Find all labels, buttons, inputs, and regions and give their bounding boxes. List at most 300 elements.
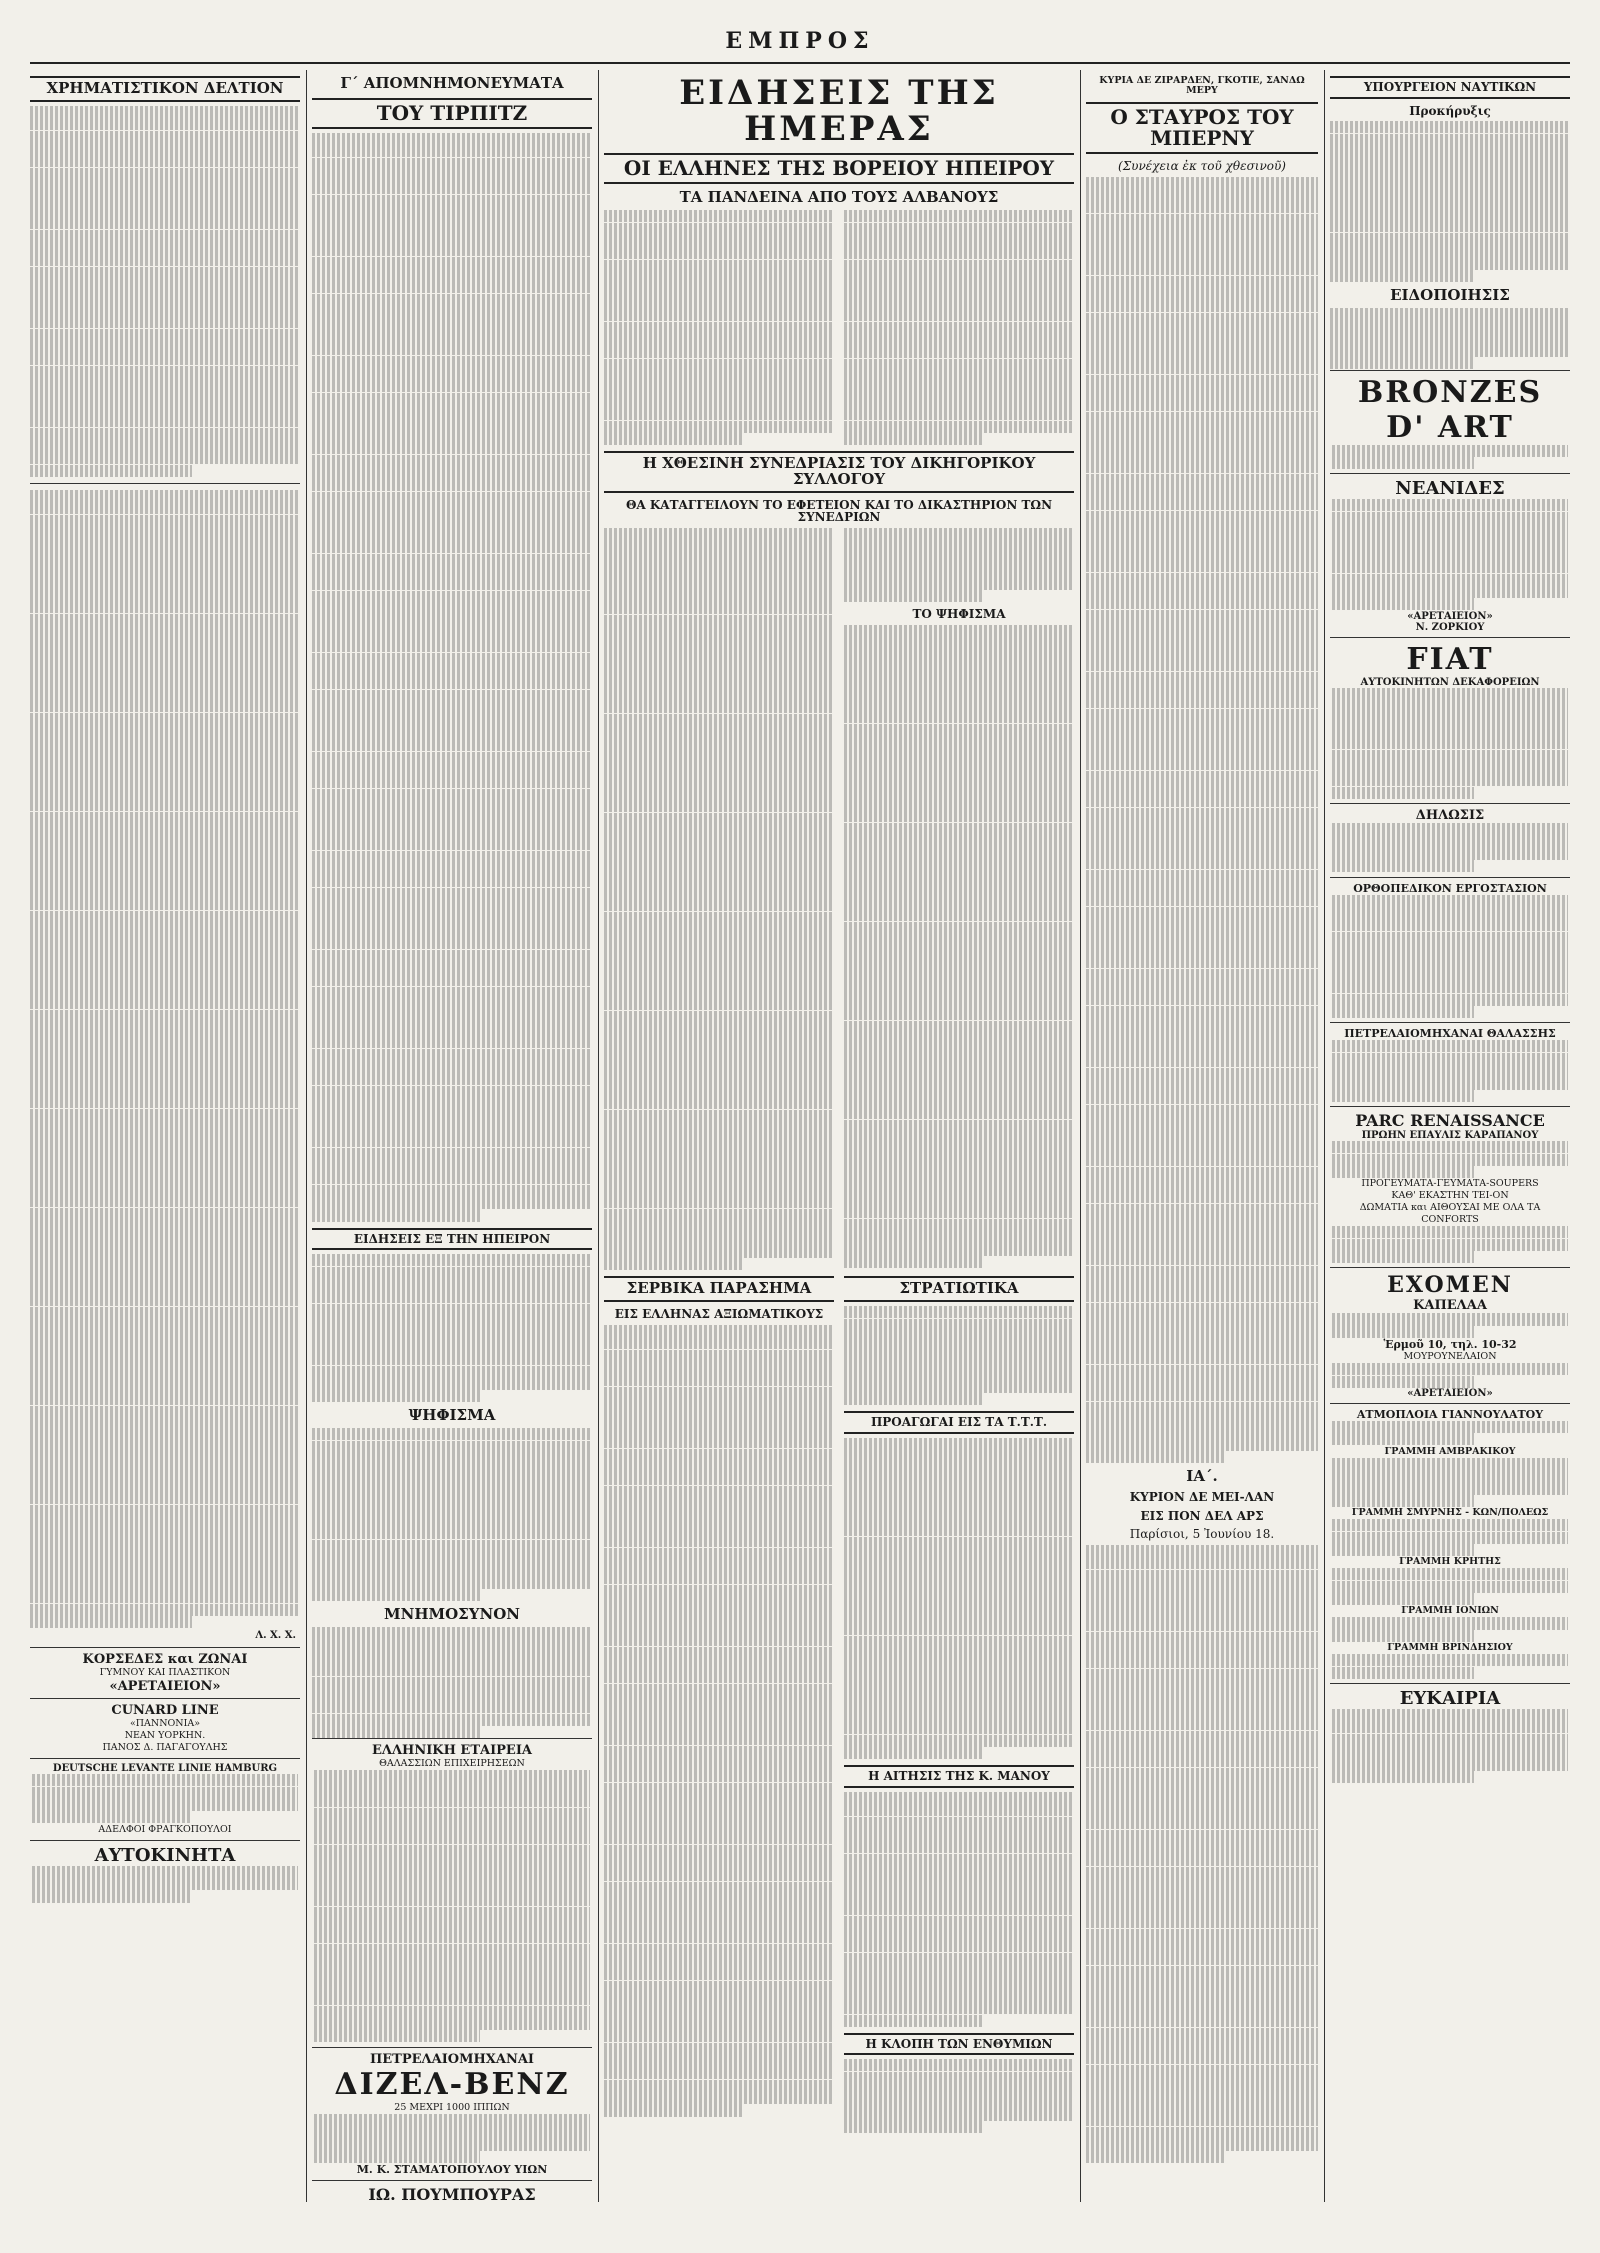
text-line: [1332, 1141, 1568, 1153]
text-line: [1086, 746, 1318, 758]
text-line: [604, 775, 834, 787]
text-line: [312, 1328, 592, 1340]
text-line: [1086, 412, 1318, 424]
text-line: [1086, 783, 1318, 795]
text-line: [844, 637, 1074, 649]
manou-petition-heading: Η ΑΙΤΗΣΙΣ ΤΗΣ Κ. ΜΑΝΟΥ: [844, 1765, 1074, 1788]
text-line: [604, 322, 834, 334]
text-line: [844, 1561, 1074, 1573]
text-line: [844, 322, 1074, 334]
text-line: [1086, 1706, 1318, 1718]
text-line: [1332, 750, 1568, 762]
text-line: [1086, 1266, 1318, 1278]
ad-corsets: ΚΟΡΣΕΔΕΣ και ΖΩΝΑΙ ΓΥΜΝΟΥ ΚΑΙ ΠΛΑΣΤΙΚΟΝ «ΑΡΕΤΑΙΕΙΟΝ»: [30, 1647, 300, 1698]
text-line: [604, 961, 834, 973]
text-line: [312, 888, 592, 900]
text-line: [30, 1245, 300, 1257]
text-line: [30, 1183, 300, 1195]
text-line: [30, 948, 300, 960]
text-line: [312, 1172, 592, 1184]
text-line: [312, 318, 592, 330]
text-line: [30, 972, 300, 984]
text-line: [30, 1133, 300, 1145]
text-line: [1332, 712, 1568, 724]
text-line: [1086, 523, 1318, 535]
text-line: [1086, 1743, 1318, 1755]
text-line: [604, 1832, 834, 1844]
text-line: [1086, 2040, 1318, 2052]
text-line: [312, 1086, 592, 1098]
text-line: [30, 626, 300, 638]
text-line: [844, 260, 1074, 272]
text-line: [312, 145, 592, 157]
text-line: [30, 1257, 300, 1269]
text-line: [30, 1529, 300, 1541]
text-line: [604, 359, 834, 371]
text-line: [32, 1774, 298, 1786]
text-line: [604, 1882, 834, 1894]
text-line: [844, 1450, 1074, 1462]
text-line: [312, 1366, 592, 1378]
text-line: [844, 1082, 1074, 1094]
text-line: [1086, 1731, 1318, 1743]
text-line: [604, 825, 834, 837]
text-line: [844, 1611, 1074, 1623]
text-line: [312, 813, 592, 825]
text-line: [1332, 860, 1474, 872]
text-line: [844, 1747, 982, 1759]
text-line: [1332, 512, 1568, 524]
text-line: [1332, 1532, 1568, 1544]
text-line: [1086, 1241, 1318, 1253]
text-line: [312, 1011, 592, 1023]
text-line: [1086, 1290, 1318, 1302]
text-line: [844, 2096, 1074, 2108]
text-line: [844, 297, 1074, 309]
text-line: [312, 875, 592, 887]
ad-fiat: FIAT ΑΥΤΟΚΙΝΗΤΩΝ ΔΕΚΑΦΟΡΕΙΩΝ: [1330, 637, 1570, 803]
text-line: [1086, 1451, 1225, 1463]
text-line: [1332, 688, 1568, 700]
text-line: [30, 700, 300, 712]
tirpitz-heading: ΤΟΥ ΤΙΡΠΙΤΖ: [312, 98, 592, 129]
text-line: [1330, 220, 1570, 232]
text-line: [312, 739, 592, 751]
text-line: [1086, 387, 1318, 399]
text-line: [604, 1993, 834, 2005]
text-line: [844, 1697, 1074, 1709]
column-3: [604, 70, 1074, 2202]
text-line: [604, 396, 834, 408]
text-line: [1086, 2028, 1318, 2040]
text-line: [312, 1540, 592, 1552]
text-line: [844, 1033, 1074, 1045]
military-text: [844, 1306, 1074, 1405]
text-line: [844, 1710, 1074, 1722]
text-line: [30, 1492, 300, 1504]
text-line: [1086, 1570, 1318, 1582]
text-line: [604, 1869, 834, 1881]
text-line: [30, 1084, 300, 1096]
text-line: [30, 1579, 300, 1591]
text-line: [1086, 1817, 1318, 1829]
text-line: [844, 421, 1074, 433]
text-line: [312, 1478, 592, 1490]
text-line: [312, 554, 592, 566]
text-line: [1086, 288, 1318, 300]
text-line: [604, 813, 834, 825]
text-line: [312, 343, 592, 355]
text-line: [30, 1430, 300, 1442]
text-line: [604, 1807, 834, 1819]
text-line: [1086, 1693, 1318, 1705]
text-line: [30, 737, 300, 749]
text-line: [604, 1325, 834, 1337]
text-line: [1086, 1105, 1318, 1117]
text-line: [30, 490, 300, 502]
text-line: [1330, 195, 1570, 207]
text-line: [30, 341, 300, 353]
text-line: [1086, 820, 1318, 832]
text-line: [312, 1160, 592, 1172]
text-line: [312, 1564, 592, 1576]
bar-association-text: [844, 528, 1074, 602]
text-line: [30, 1170, 300, 1182]
text-line: [1086, 1327, 1318, 1339]
text-line: [604, 1684, 834, 1696]
text-line: [1086, 993, 1318, 1005]
text-line: [30, 329, 300, 341]
bar-association-heading: Η ΧΘΕΣΙΝΗ ΣΥΝΕΔΡΙΑΣΙΣ ΤΟΥ ΔΙΚΗΓΟΡΙΚΟΥ ΣΥΛΛΟΓΟΥ: [604, 451, 1074, 493]
text-line: [30, 935, 300, 947]
text-line: [30, 1591, 300, 1603]
text-line: [844, 1636, 1074, 1648]
text-line: [604, 1171, 834, 1183]
text-line: [1086, 1365, 1318, 1377]
text-line: [604, 1696, 834, 1708]
text-line: [312, 182, 592, 194]
text-line: [844, 1256, 982, 1268]
text-line: [312, 912, 592, 924]
text-line: [1086, 845, 1318, 857]
text-line: [1332, 932, 1568, 944]
text-line: [1086, 350, 1318, 362]
text-line: [604, 936, 834, 948]
text-line: [314, 1808, 590, 1820]
text-line: [312, 937, 592, 949]
text-line: [1086, 1594, 1318, 1606]
text-line: [1086, 375, 1318, 387]
text-line: [844, 724, 1074, 736]
text-line: [1330, 208, 1570, 220]
serial-authors: ΚΥΡΙΑ ΔΕ ΖΙΡΑΡΔΕΝ, ΓΚΟΤΙΕ, ΣΑΝΔΩ ΜΕΡΥ: [1099, 75, 1305, 96]
text-line: [604, 334, 834, 346]
text-line: [1086, 449, 1318, 461]
text-line: [844, 1586, 1074, 1598]
text-line: [844, 1685, 1074, 1697]
text-line: [1086, 2077, 1318, 2089]
text-line: [1086, 956, 1318, 968]
text-line: [844, 210, 1074, 222]
text-line: [604, 297, 834, 309]
text-line: [1086, 634, 1318, 646]
resolution-heading: ΤΟ ΨΗΦΙΣΜΑ: [912, 607, 1006, 621]
text-line: [314, 2114, 590, 2126]
text-line: [1332, 445, 1568, 457]
text-line: [312, 640, 592, 652]
text-line: [1332, 1544, 1474, 1556]
text-line: [1086, 944, 1318, 956]
ad-orthopedic: ΟΡΘΟΠΕΔΙΚΟΝ ΕΡΓΟΣΤΑΣΙΟΝ: [1330, 877, 1570, 1023]
text-line: [1086, 2015, 1318, 2027]
text-line: [30, 539, 300, 551]
text-line: [604, 2018, 834, 2030]
text-line: [604, 1548, 834, 1560]
text-line: [604, 1572, 834, 1584]
text-line: [32, 1878, 298, 1890]
text-line: [1086, 696, 1318, 708]
text-line: [312, 1036, 592, 1048]
text-line: [1332, 981, 1568, 993]
text-line: [30, 1195, 300, 1207]
serbian-decorations-subheading: ΕΙΣ ΕΛΛΗΝΑΣ ΑΞΙΩΜΑΤΙΚΟΥΣ: [614, 1307, 824, 1322]
text-line: [604, 565, 834, 577]
text-line: [312, 1465, 592, 1477]
text-line: [312, 591, 592, 603]
text-line: [844, 1356, 1074, 1368]
text-line: [30, 552, 300, 564]
text-line: [604, 652, 834, 664]
text-line: [604, 383, 834, 395]
text-line: [312, 1024, 592, 1036]
text-line: [30, 787, 300, 799]
text-line: [844, 1393, 982, 1405]
text-line: [844, 971, 1074, 983]
text-line: [844, 577, 1074, 589]
text-line: [604, 1783, 834, 1795]
article-signature: Λ. Χ. Χ.: [255, 1630, 296, 1642]
text-line: [312, 232, 592, 244]
text-line: [1330, 357, 1474, 369]
text-line: [844, 540, 1074, 552]
text-line: [30, 1109, 300, 1121]
text-line: [604, 837, 834, 849]
text-line: [30, 923, 300, 935]
text-line: [30, 118, 300, 130]
text-line: [1086, 177, 1318, 189]
text-line: [604, 1350, 834, 1362]
text-line: [312, 653, 592, 665]
text-line: [604, 973, 834, 985]
ad-deutsche-levante: DEUTSCHE LEVANTE LINIE HAMBURG ΑΔΕΛΦΟΙ ΦΡΑΓΚΟΠΟΥΛΟΙ: [30, 1758, 300, 1840]
text-line: [30, 1071, 300, 1083]
text-line: [604, 408, 834, 420]
text-line: [1086, 214, 1318, 226]
text-line: [312, 430, 592, 442]
notice-text: [1330, 308, 1570, 370]
text-line: [32, 1866, 298, 1878]
text-line: [312, 1652, 592, 1664]
text-line: [844, 528, 1074, 540]
text-line: [1332, 1363, 1568, 1375]
text-line: [604, 1634, 834, 1646]
text-line: [30, 1010, 300, 1022]
text-line: [1086, 1545, 1318, 1557]
text-line: [844, 408, 1074, 420]
text-line: [30, 1554, 300, 1566]
text-line: [844, 1829, 1074, 1841]
text-line: [32, 1799, 298, 1811]
text-line: [604, 433, 742, 445]
text-line: [604, 1035, 834, 1047]
text-line: [312, 1110, 592, 1122]
text-line: [604, 639, 834, 651]
text-line: [312, 467, 592, 479]
text-line: [1332, 1482, 1568, 1494]
text-line: [844, 773, 1074, 785]
text-line: [1086, 1830, 1318, 1842]
text-line: [844, 1953, 1074, 1965]
text-line: [30, 1393, 300, 1405]
text-line: [844, 1817, 1074, 1829]
text-line: [1086, 684, 1318, 696]
text-line: [1330, 345, 1570, 357]
text-line: [30, 440, 300, 452]
text-line: [844, 872, 1074, 884]
text-line: [844, 2084, 1074, 2096]
text-line: [604, 371, 834, 383]
text-line: [312, 1291, 592, 1303]
text-line: [844, 590, 982, 602]
text-line: [1086, 560, 1318, 572]
text-line: [312, 1639, 592, 1651]
text-line: [844, 1574, 1074, 1586]
text-line: [604, 2067, 834, 2079]
text-line: [844, 334, 1074, 346]
text-line: [604, 1011, 834, 1023]
text-line: [1332, 1654, 1568, 1666]
text-line: [312, 764, 592, 776]
text-line: [1086, 771, 1318, 783]
text-line: [844, 625, 1074, 637]
text-line: [1086, 511, 1318, 523]
text-line: [1332, 1040, 1568, 1052]
text-line: [1086, 1340, 1318, 1352]
text-line: [1330, 171, 1570, 183]
text-line: [1086, 882, 1318, 894]
text-line: [604, 714, 834, 726]
text-line: [1086, 1030, 1318, 1042]
text-line: [30, 1616, 192, 1628]
text-line: [314, 1968, 590, 1980]
text-line: [604, 346, 834, 358]
text-line: [30, 230, 300, 242]
text-line: [1086, 733, 1318, 745]
text-line: [604, 1449, 834, 1461]
text-line: [1332, 1470, 1568, 1482]
text-line: [1086, 1179, 1318, 1191]
text-line: [312, 1049, 592, 1061]
text-line: [604, 1944, 834, 1956]
text-line: [312, 950, 592, 962]
text-line: [604, 223, 834, 235]
column-rule: [306, 70, 307, 2202]
text-line: [844, 223, 1074, 235]
ad-opportunity: ΕΥΚΑΙΡΙΑ: [1330, 1683, 1570, 1787]
text-line: [1086, 659, 1318, 671]
text-line: [30, 873, 300, 885]
text-line: [1330, 245, 1570, 257]
memorial-text: [312, 1627, 592, 1738]
text-line: [604, 912, 834, 924]
text-line: [1332, 1581, 1568, 1593]
text-line: [1086, 1656, 1318, 1668]
text-line: [30, 849, 300, 861]
serbian-decorations-text: [604, 1325, 834, 2117]
text-line: [1330, 308, 1570, 320]
text-line: [312, 962, 592, 974]
text-line: [1332, 1458, 1568, 1470]
text-line: [30, 155, 300, 167]
text-line: [604, 664, 834, 676]
text-line: [30, 1096, 300, 1108]
text-line: [1332, 944, 1568, 956]
text-line: [1086, 1303, 1318, 1315]
text-line: [604, 1147, 834, 1159]
text-line: [30, 799, 300, 811]
text-line: [604, 1196, 834, 1208]
text-line: [1086, 1867, 1318, 1879]
ad-parc-renaissance: PARC RENAISSANCE ΠΡΩΗΝ ΕΠΑΥΛΙΣ ΚΑΡΑΠΑΝΟΥ ΠΡΟΓΕΥΜΑΤΑ-ΓΕΥΜΑΤΑ-SOUPERS ΚΑΘ' ΕΚΑΣΤΗΝ ΤΕΙ-ΟΝ ΔΩΜΑΤΙΑ και ΑΙΘΟΥΣΑΙ ΜΕ ΟΛΑ ΤΑ CONFORTS: [1330, 1106, 1570, 1267]
text-line: [1086, 1080, 1318, 1092]
chapter-subheading: ΚΥΡΙΟΝ ΔΕ ΜΕΙ-ΛΑΝ: [1129, 1490, 1275, 1505]
text-line: [1086, 1092, 1318, 1104]
text-line: [314, 2030, 480, 2042]
ad-giannoulatos-steamships: ΑΤΜΟΠΛΟΙΑ ΓΙΑΝΝΟΥΛΑΤΟΥ ΓΡΑΜΜΗ ΑΜΒΡΑΚΙΚΟΥ ΓΡΑΜΜΗ ΣΜΥΡΝΗΣ - ΚΩΝ/ΠΟΛΕΩΣ ΓΡΑΜΜΗ ΚΡΗΤΗΣ ΓΡΑΜΜΗ ΙΟΝΙΩΝ ΓΡΑΜΜΗ ΒΡΙΝΔΗΣΙΟΥ: [1330, 1403, 1570, 1683]
text-line: [1330, 233, 1570, 245]
text-line: [1086, 622, 1318, 634]
text-line: [312, 727, 592, 739]
text-line: [30, 378, 300, 390]
text-line: [604, 1770, 834, 1782]
text-line: [844, 946, 1074, 958]
epirus-news-heading: ΕΙΔΗΣΕΙΣ ΕΞ ΤΗΝ ΗΠΕΙΡΟΝ: [312, 1228, 592, 1251]
text-line: [1086, 1402, 1318, 1414]
text-line: [1086, 486, 1318, 498]
text-line: [844, 1243, 1074, 1255]
text-line: [1330, 146, 1570, 158]
text-line: [604, 1097, 834, 1109]
text-line: [844, 2015, 982, 2027]
text-line: [1086, 808, 1318, 820]
text-line: [30, 824, 300, 836]
text-line: [844, 1866, 1074, 1878]
text-line: [1086, 1216, 1318, 1228]
resolution-heading: ΨΗΦΙΣΜΑ: [408, 1406, 496, 1425]
text-line: [312, 1341, 592, 1353]
epirus-news-text: [312, 1254, 592, 1402]
text-line: [312, 1316, 592, 1328]
text-line: [30, 985, 300, 997]
text-line: [312, 1353, 592, 1365]
navy-ministry-heading: ΥΠΟΥΡΓΕΙΟΝ ΝΑΥΤΙΚΩΝ: [1330, 76, 1570, 99]
text-line: [30, 1356, 300, 1368]
text-line: [604, 1906, 834, 1918]
text-line: [1086, 969, 1318, 981]
text-line: [604, 1560, 834, 1572]
text-line: [1086, 610, 1318, 622]
text-line: [1086, 758, 1318, 770]
